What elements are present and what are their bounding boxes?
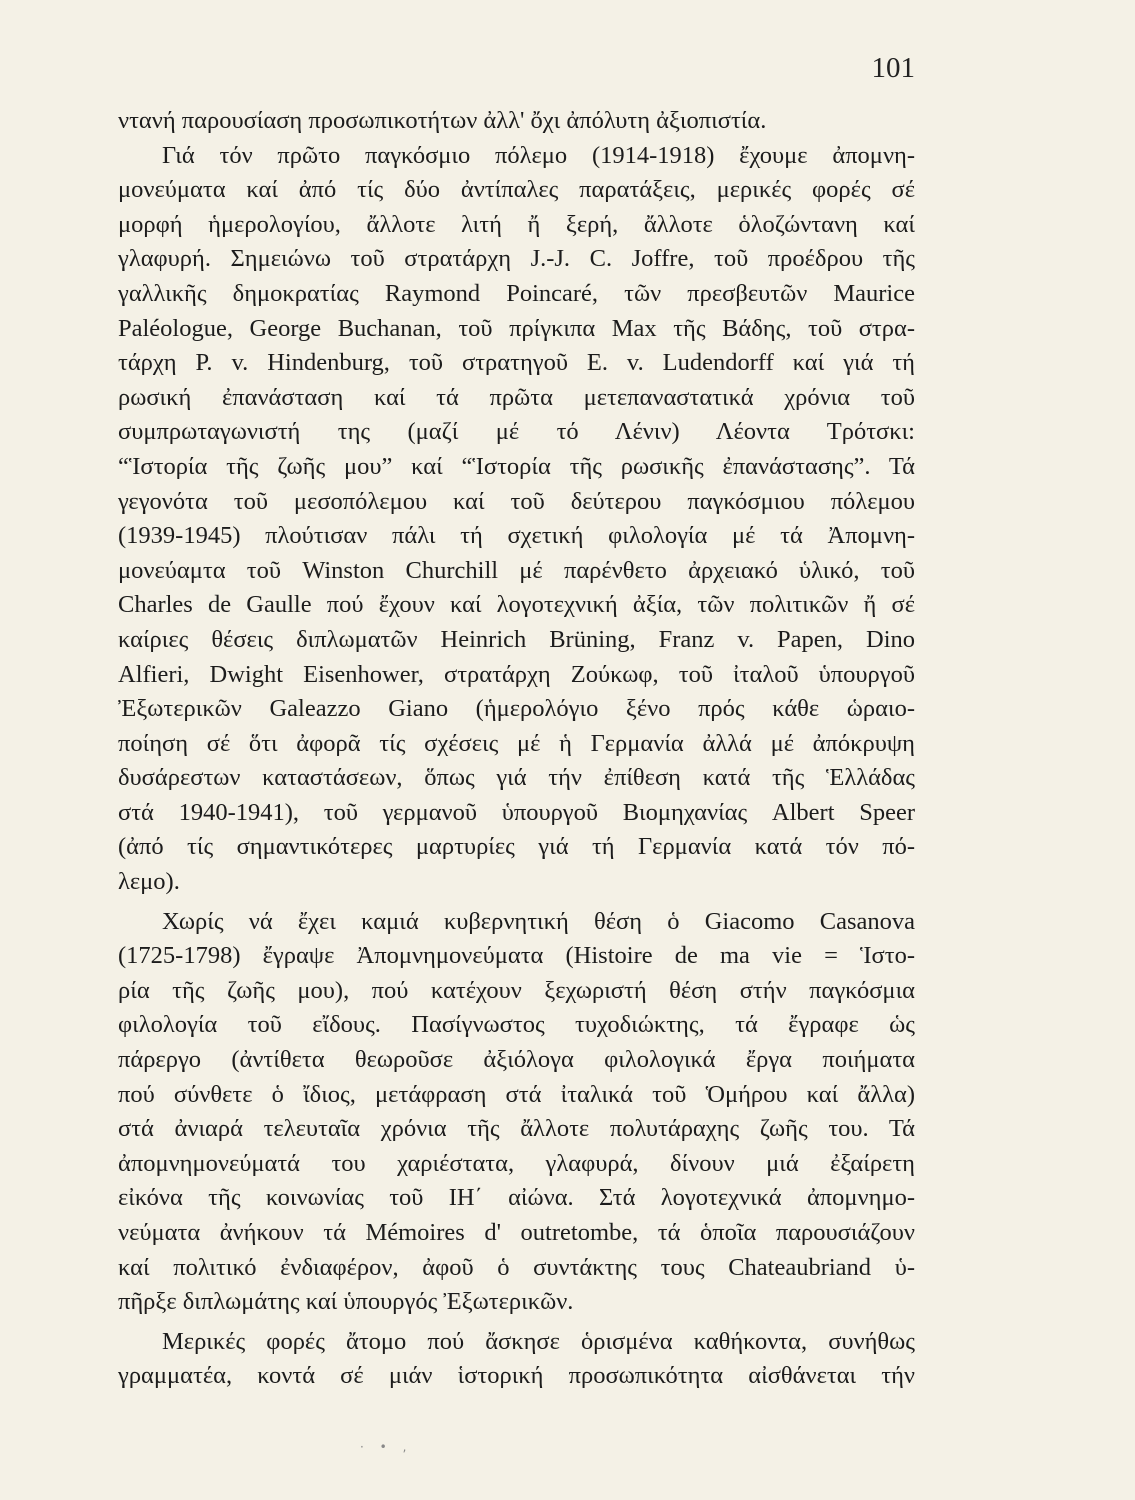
text-line: Γιά τόν πρῶτο παγκόσμιο πόλεμο (1914-1918) ἔχουμε ἀπομνη-	[162, 141, 915, 169]
text-line: πού σύνθετε ὁ ἴδιος, μετάφραση στά ἰταλικά τοῦ Ὁμήρου καί ἄλλα)	[118, 1080, 915, 1108]
text-line: Alfieri, Dwight Eisenhower, στρατάρχη Ζούκωφ, τοῦ ἰταλοῦ ὑπουργοῦ	[118, 660, 915, 688]
text-line: Charles de Gaulle πού ἔχουν καί λογοτεχνική ἀξία, τῶν πολιτικῶν ἤ σέ	[118, 591, 915, 619]
text-line: συμπρωταγωνιστή της (μαζί μέ τό Λένιν) Λέοντα Τρότσκι:	[118, 418, 915, 446]
text-line: στά ἀνιαρά τελευταῖα χρόνια τῆς ἄλλοτε πολυτάραχης ζωῆς του. Τά	[118, 1115, 915, 1143]
text-line: ρωσική ἐπανάσταση καί τά πρῶτα μετεπαναστατικά χρόνια τοῦ	[118, 383, 915, 411]
text-line: (ἀπό τίς σημαντικότερες μαρτυρίες γιά τή Γερμανία κατά τόν πό-	[118, 833, 915, 861]
text-line: στά 1940-1941), τοῦ γερμανοῦ ὑπουργοῦ Βιομηχανίας Albert Speer	[118, 798, 915, 826]
text-line: Ἐξωτερικῶν Galeazzo Giano (ἡμερολόγιο ξένο πρός κάθε ὡραιο-	[118, 695, 915, 723]
text-line: ἀπομνημονεύματά του χαριέστατα, γλαφυρά, δίνουν μιά ἐξαίρετη	[118, 1149, 915, 1177]
text-line: γαλλικῆς δημοκρατίας Raymond Poincaré, τῶν πρεσβευτῶν Maurice	[118, 279, 915, 307]
text-line: ποίηση σέ ὅτι ἀφορᾶ τίς σχέσεις μέ ἡ Γερμανία ἀλλά μέ ἀπόκρυψη	[118, 729, 915, 757]
text-line: καί πολιτικό ἐνδιαφέρον, ἀφοῦ ὁ συντάκτης τους Chateaubriand ὑ-	[118, 1253, 915, 1281]
page-specks: · • ‚	[360, 1440, 413, 1454]
text-line: (1939-1945) πλούτισαν πάλι τή σχετική φιλολογία μέ τά Ἀπομνη-	[118, 522, 915, 550]
text-line: λεμο).	[118, 868, 180, 896]
text-line: “Ἱστορία τῆς ζωῆς μου” καί “Ἱστορία τῆς ρωσικῆς ἐπανάστασης”. Τά	[118, 452, 915, 480]
text-line: γεγονότα τοῦ μεσοπόλεμου καί τοῦ δεύτερου παγκόσμιου πόλεμου	[118, 487, 915, 515]
paragraph-1	[118, 104, 915, 139]
paragraph-3	[118, 905, 915, 1320]
paragraph-2	[118, 139, 915, 900]
text-line: εἰκόνα τῆς κοινωνίας τοῦ ΙΗ΄ αἰώνα. Στά λογοτεχνικά ἀπομνημο-	[118, 1184, 915, 1212]
text-line: ρία τῆς ζωῆς μου), πού κατέχουν ξεχωριστή θέση στήν παγκόσμια	[118, 976, 915, 1004]
text-line: (1725-1798) ἔγραψε Ἀπομνημονεύματα (Histoire de ma vie = Ἱστο-	[118, 942, 915, 970]
page-number: 101	[871, 52, 915, 84]
text-line: μονεύαμτα τοῦ Winston Churchill μέ παρένθετο ἀρχειακό ὑλικό, τοῦ	[118, 556, 915, 584]
text-line: τάρχη P. v. Hindenburg, τοῦ στρατηγοῦ E. v. Ludendorff καί γιά τή	[118, 349, 915, 377]
text-line: πῆρξε διπλωμάτης καί ὑπουργός Ἐξωτερικῶν.	[118, 1288, 574, 1316]
text-line: νεύματα ἀνήκουν τά Mémoires d' outretombe, τά ὁποῖα παρουσιάζουν	[118, 1219, 915, 1246]
text-line: πάρεργο (ἀντίθετα θεωροῦσε ἀξιόλογα φιλολογικά ἔργα ποιήματα	[118, 1046, 915, 1074]
text-line: γραμματέα, κοντά σέ μιάν ἱστορική προσωπικότητα αἰσθάνεται τήν	[118, 1362, 915, 1390]
text-line: Χωρίς νά ἔχει καμιά κυβερνητική θέση ὁ Giacomo Casanova	[162, 907, 915, 935]
text-line: Μερικές φορές ἄτομο πού ἄσκησε ὁρισμένα καθήκοντα, συνήθως	[162, 1327, 915, 1355]
text-line: δυσάρεστων καταστάσεων, ὅπως γιά τήν ἐπίθεση κατά τῆς Ἑλλάδας	[118, 764, 915, 792]
text-line: Paléologue, George Buchanan, τοῦ πρίγκιπα Max τῆς Βάδης, τοῦ στρα-	[118, 314, 915, 342]
text-line: καίριες θέσεις διπλωματῶν Heinrich Brüning, Franz v. Papen, Dino	[118, 625, 915, 653]
body-text	[118, 104, 915, 1394]
text-line: φιλολογία τοῦ εἴδους. Πασίγνωστος τυχοδιώκτης, τά ἔγραφε ὡς	[118, 1011, 915, 1039]
paragraph-4	[118, 1325, 915, 1394]
text-line: ντανή παρουσίαση προσωπικοτήτων ἀλλ' ὄχι ἀπόλυτη ἀξιοπιστία.	[118, 107, 767, 134]
text-line: γλαφυρή. Σημειώνω τοῦ στρατάρχη J.-J. C. Joffre, τοῦ προέδρου τῆς	[118, 245, 915, 273]
text-line: μονεύματα καί ἀπό τίς δύο ἀντίπαλες παρατάξεις, μερικές φορές σέ	[118, 176, 915, 204]
text-line: μορφή ἡμερολογίου, ἄλλοτε λιτή ἤ ξερή, ἄλλοτε ὁλοζώντανη καί	[118, 210, 915, 238]
